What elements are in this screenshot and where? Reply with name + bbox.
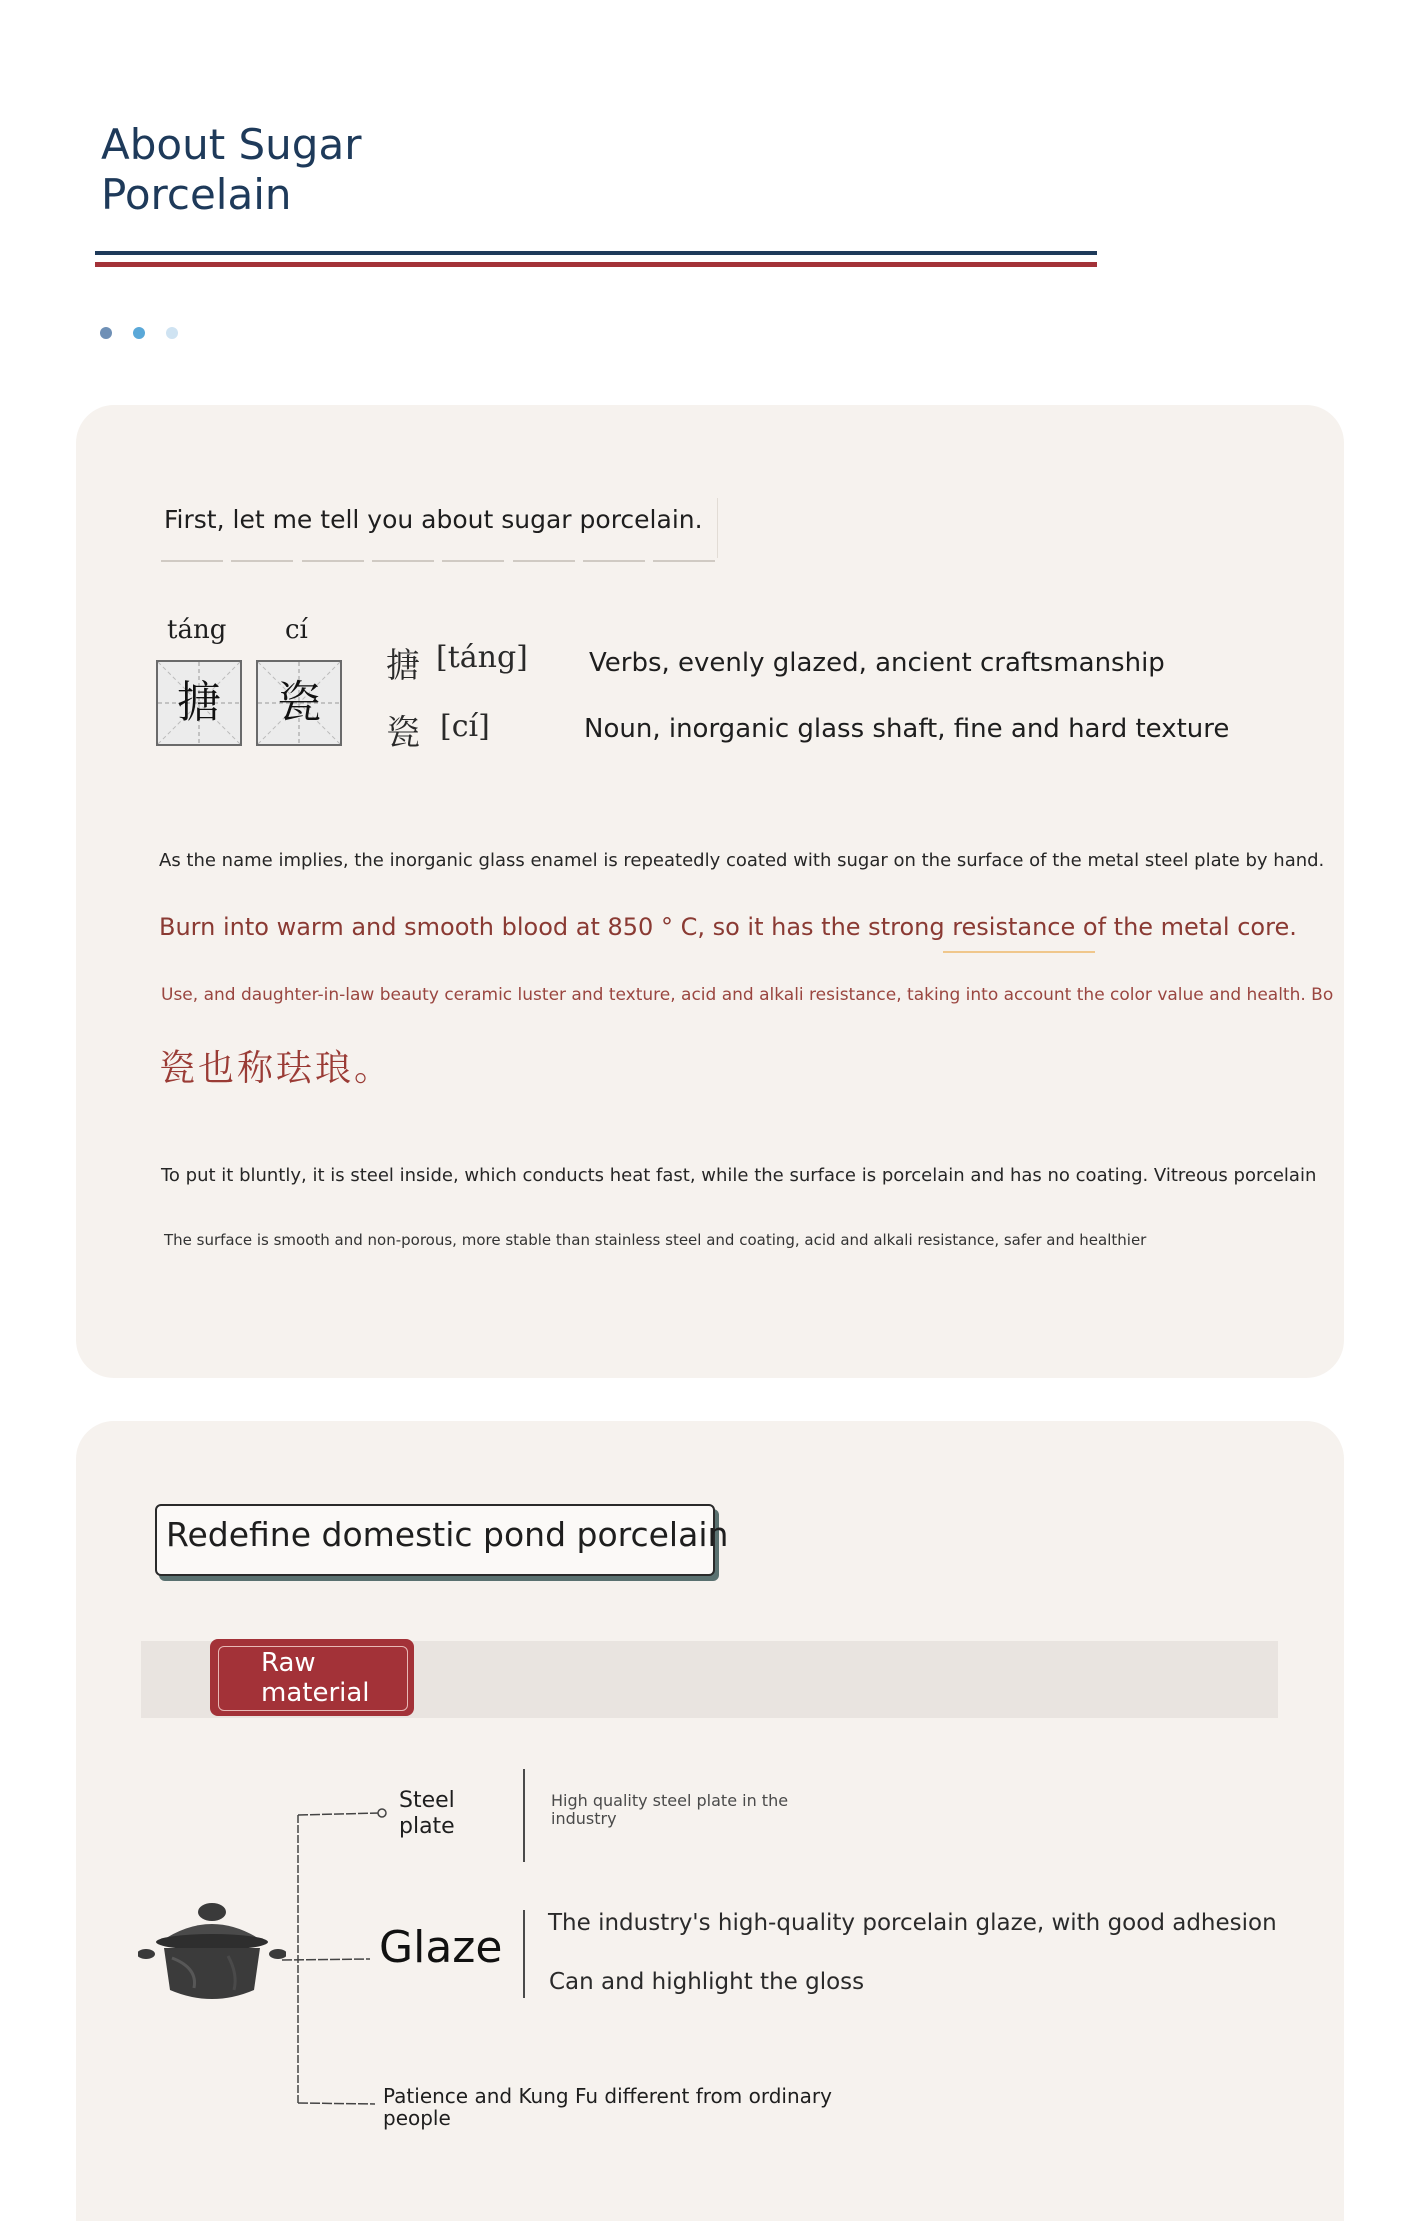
enamel-pot-icon — [138, 1898, 286, 2008]
patience-label — [383, 2085, 832, 2129]
page-title-line1: About Sugar — [101, 120, 362, 169]
char-grid-ci — [256, 660, 342, 746]
dict-pron-ci: [cí] — [440, 709, 490, 744]
paragraph-5: To put it bluntly, it is steel inside, which conducts heat fast, while the surface is porcelain and has no coating. Vitreous porcelain — [161, 1165, 1317, 1186]
paragraph-6: The surface is smooth and non-porous, more stable than stainless steel and coating, acid and alkali resistance, safer and healthier — [164, 1231, 1147, 1249]
paragraph-3: Use, and daughter-in-law beauty ceramic luster and texture, acid and alkali resistance, taking into account the color value and health. Bo — [161, 985, 1334, 1005]
pinyin-ci: cí — [285, 615, 308, 645]
steel-description — [551, 1792, 788, 1828]
decor-dot-3 — [166, 327, 178, 339]
char-ci: 瓷 — [277, 677, 321, 728]
badge-line1: Raw — [261, 1648, 316, 1678]
heading-underline-segment — [442, 560, 504, 562]
raw-material-label — [261, 1648, 370, 1708]
glaze-description-2: Can and highlight the gloss — [549, 1969, 865, 1995]
page-title-line2: Porcelain — [101, 170, 292, 219]
paragraph-1: As the name implies, the inorganic glass enamel is repeatedly coated with sugar on the surface of the metal steel plate by hand. — [159, 850, 1325, 871]
heading-underline-segment — [231, 560, 293, 562]
steel-line2: plate — [399, 1814, 455, 1839]
section2-title: Redefine domestic pond porcelain — [166, 1515, 729, 1554]
pinyin-tang: táng — [167, 615, 227, 645]
highlight-underline — [943, 951, 1095, 953]
title-rule-red — [95, 262, 1097, 267]
dict-hanzi-tang: 搪 — [386, 646, 420, 686]
tree-connector — [280, 1805, 390, 2110]
dict-pron-tang: [táng] — [436, 640, 528, 675]
patience-line2: people — [383, 2106, 451, 2130]
title-rule-blue — [95, 251, 1097, 255]
glaze-divider — [523, 1910, 525, 1998]
dict-def-ci: Noun, inorganic glass shaft, fine and hard texture — [584, 714, 1230, 744]
heading-underline-segment — [302, 560, 364, 562]
heading-underline-segment — [161, 560, 223, 562]
page-title — [101, 120, 361, 220]
paragraph-2: Burn into warm and smooth blood at 850 ° C, so it has the strong resistance of the metal core. — [159, 913, 1297, 941]
decor-dot-1 — [100, 327, 112, 339]
heading-underline-segment — [513, 560, 575, 562]
glaze-description-1: The industry's high-quality porcelain glaze, with good adhesion — [548, 1910, 1277, 1936]
steel-divider — [523, 1769, 525, 1862]
heading-underline-segment — [653, 560, 715, 562]
dict-def-tang: Verbs, evenly glazed, ancient craftsmanship — [589, 648, 1165, 678]
char-grid-tang — [156, 660, 242, 746]
heading-underline-segment — [372, 560, 434, 562]
dict-hanzi-ci: 瓷 — [386, 713, 420, 753]
glaze-label: Glaze — [379, 1922, 503, 1973]
decor-dot-2 — [133, 327, 145, 339]
patience-line1: Patience and Kung Fu different from ordinary — [383, 2084, 832, 2108]
steel-line1: Steel — [399, 1788, 455, 1813]
paragraph-4-calligraphy: 瓷也称珐琅。 — [159, 1048, 394, 1089]
steel-desc-line2: industry — [551, 1809, 617, 1828]
steel-desc-line1: High quality steel plate in the — [551, 1791, 789, 1810]
intro-heading: First, let me tell you about sugar porcelain. — [164, 505, 703, 534]
steel-plate-label — [399, 1788, 455, 1840]
badge-line2: material — [261, 1678, 370, 1708]
heading-underline-segment — [583, 560, 645, 562]
char-tang: 搪 — [177, 677, 221, 728]
